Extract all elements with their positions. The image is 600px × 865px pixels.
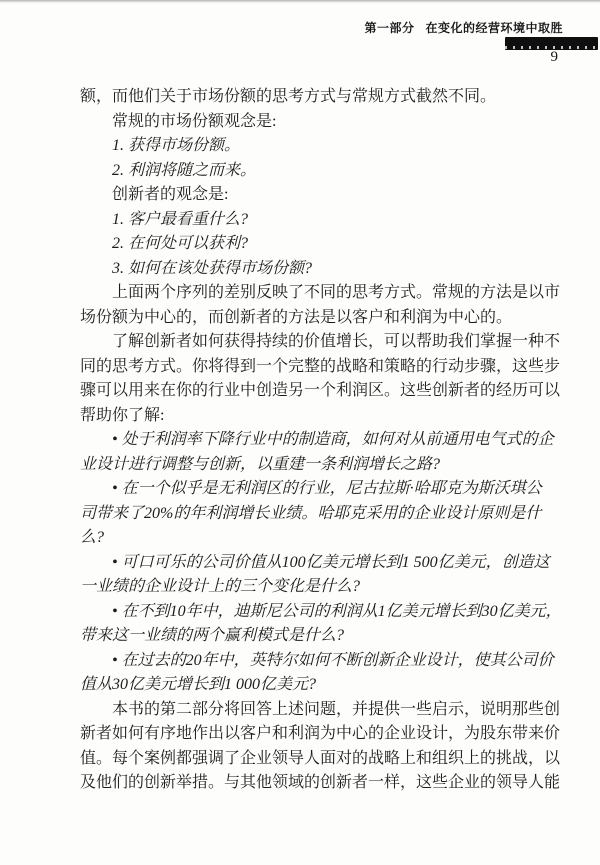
text-line: 骤可以用来在你的行业中创造另一个利润区。这些创新者的经历可以: [80, 382, 561, 399]
text-line: 了解创新者如何获得持续的价值增长，可以帮助我们掌握一种不: [112, 333, 561, 350]
text-line: 额，而他们关于市场份额的思考方式与常规方式截然不同。: [80, 88, 497, 105]
text-line: 么?: [80, 529, 105, 546]
page-number: 9: [550, 49, 558, 65]
text-line: 常规的市场份额观念是:: [112, 112, 277, 130]
text-line: 场份额为中心的，而创新者的方法是以客户和利润为中心的。: [80, 308, 513, 326]
text-line: 2. 在何处可以获利?: [112, 235, 249, 252]
text-line: 帮助你了解:: [80, 406, 165, 424]
text-line: 同的思考方式。你将得到一个完整的战略和策略的行动步骤，这些步: [80, 357, 561, 375]
part-label: 第一部分: [364, 21, 415, 35]
text-line: 值从30亿美元增长到1 000亿美元?: [80, 676, 317, 693]
text-line: • 在过去的20年中，英特尔如何不断创新企业设计，使其公司价: [112, 651, 554, 669]
text-line: 一业绩的企业设计上的三个变化是什么?: [80, 578, 361, 595]
text-line: 司带来了20%的年利润增长业绩。哈耶克采用的企业设计原则是什: [80, 504, 542, 522]
running-header: [364, 19, 563, 36]
text-line: 3. 如何在该处获得市场份额?: [112, 259, 313, 277]
text-line: 1. 客户最看重什么?: [112, 210, 249, 228]
text-line: 上面两个序列的差别反映了不同的思考方式。常规的方法是以市: [112, 284, 561, 301]
part-title: 在变化的经营环境中取胜: [425, 21, 563, 35]
text-line: 1. 获得市场份额。: [112, 137, 241, 154]
text-line: 值。每个案例都强调了企业领导人面对的战略上和组织上的挑战，以: [80, 749, 561, 767]
text-line: 创新者的观念是:: [112, 186, 229, 203]
text-line: 带来这一业绩的两个赢利模式是什么?: [80, 627, 345, 644]
text-line: • 处于利润率下降行业中的制造商，如何对从前通用电气式的企: [112, 431, 554, 448]
text-line: 业设计进行调整与创新，以重建一条利润增长之路?: [80, 455, 441, 473]
text-line: • 在不到10年中，迪斯尼公司的利润从1亿美元增长到30亿美元，: [112, 602, 562, 620]
text-line: 本书的第二部分将回答上述问题，并提供一些启示，说明那些创: [112, 700, 561, 718]
body-text: [80, 85, 562, 796]
text-line: 及他们的创新举措。与其他领域的创新者一样，这些企业的领导人能: [80, 774, 561, 791]
text-line: • 可口可乐的公司价值从100亿美元增长到1 500亿美元，创造这: [112, 553, 550, 571]
scan-edge-artifact: [0, 0, 600, 3]
text-line: 2. 利润将随之而来。: [112, 161, 257, 179]
text-line: • 在一个似乎是无利润区的行业，尼古拉斯·哈耶克为斯沃琪公: [112, 480, 542, 497]
text-line: 新者如何有序地作出以客户和利润为中心的企业设计，为股东带来价: [80, 725, 561, 742]
